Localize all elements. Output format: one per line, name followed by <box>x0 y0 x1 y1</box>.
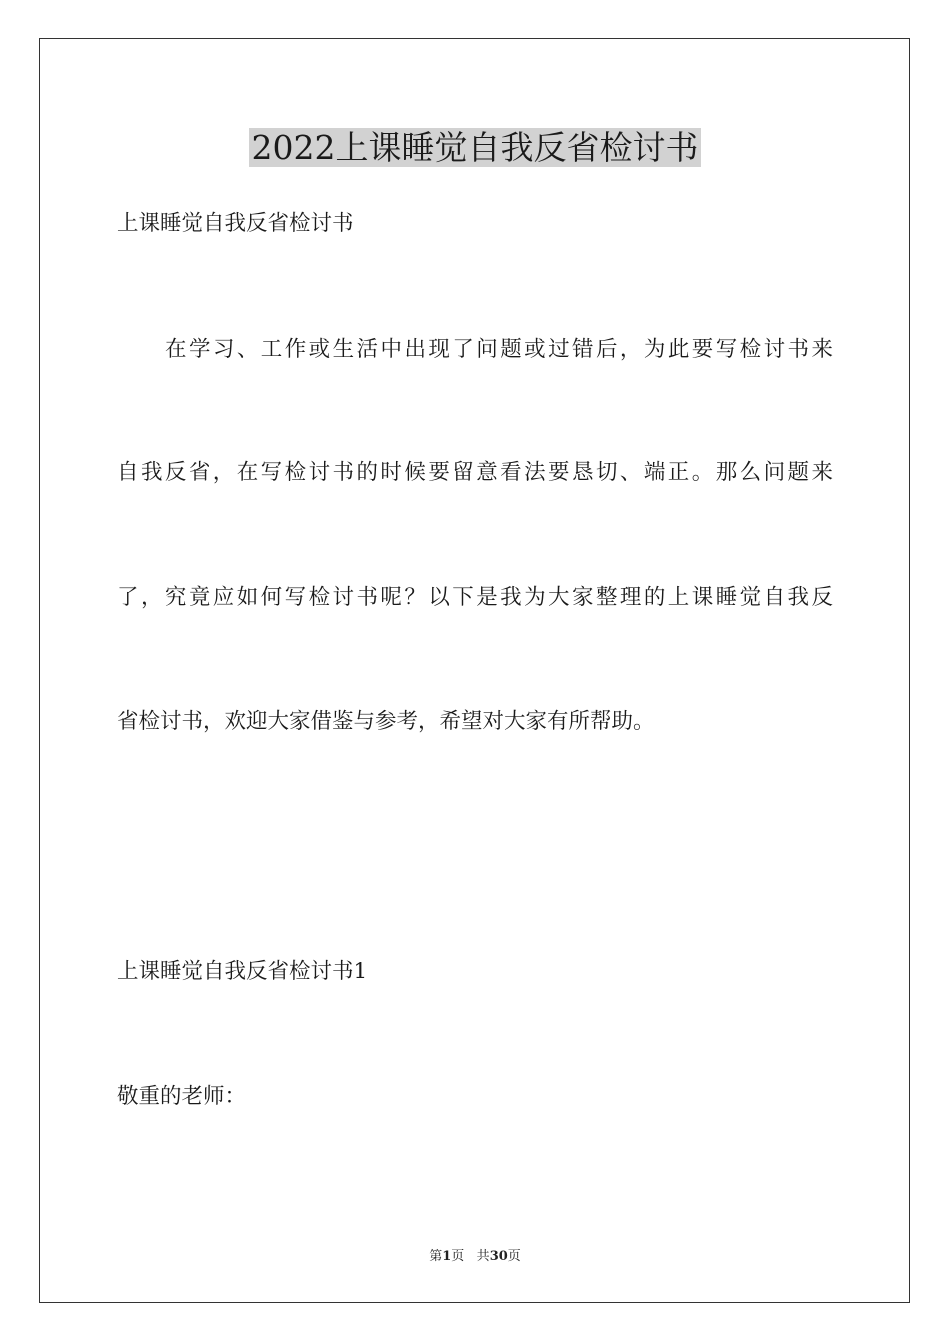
footer-total-pages: 30 <box>489 1249 508 1264</box>
footer-page-suffix: 页 <box>451 1249 465 1264</box>
intro-line-1: 在学习、工作或生活中出现了问题或过错后，为此要写检讨书来 <box>165 337 833 362</box>
footer-page-number: 1 <box>442 1249 452 1264</box>
footer-prefix: 第 <box>429 1249 443 1264</box>
footer-total-prefix: 共 <box>476 1249 490 1264</box>
document-subtitle: 上课睡觉自我反省检讨书 <box>117 211 354 236</box>
footer-total-suffix: 页 <box>507 1249 521 1264</box>
section-heading: 上课睡觉自我反省检讨书1 <box>117 959 368 984</box>
intro-line-4: 省检讨书，欢迎大家借鉴与参考，希望对大家有所帮助。 <box>117 709 655 734</box>
salutation: 敬重的老师： <box>117 1084 247 1109</box>
intro-line-2: 自我反省，在写检讨书的时候要留意看法要恳切、端正。那么问题来 <box>117 460 833 485</box>
page-number-footer <box>0 1248 950 1266</box>
document-title <box>0 124 950 172</box>
document-title-text: 2022上课睡觉自我反省检讨书 <box>249 128 702 167</box>
intro-line-3: 了，究竟应如何写检讨书呢？以下是我为大家整理的上课睡觉自我反 <box>117 585 833 610</box>
